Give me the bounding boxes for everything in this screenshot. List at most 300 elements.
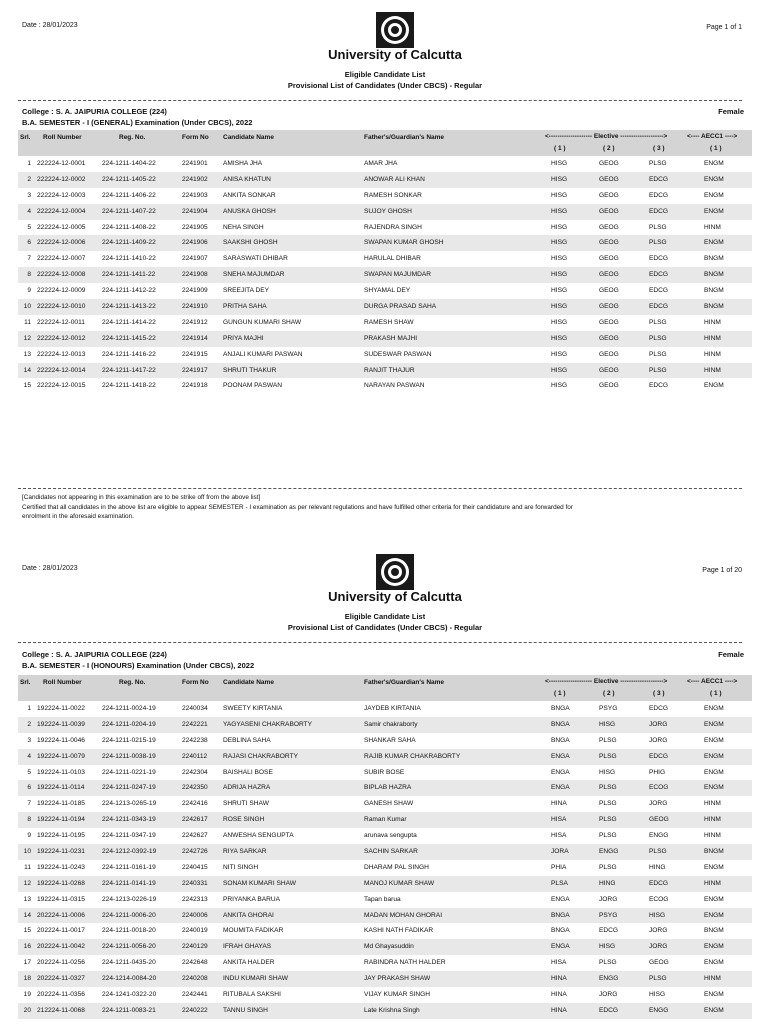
elective-2: GEOG bbox=[599, 255, 619, 263]
reg-number: 224-1211-1415-22 bbox=[102, 334, 156, 342]
aecc-1: ENGM bbox=[704, 991, 724, 999]
aecc-1: ENGM bbox=[704, 863, 724, 871]
candidate-name: ROSE SINGH bbox=[223, 816, 265, 824]
elective-2: GEOG bbox=[599, 382, 619, 390]
elective-2: GEOG bbox=[599, 191, 619, 199]
list-subtitle: Provisional List of Candidates (Under CBCS) - Regular bbox=[287, 623, 483, 632]
serial-no: 14 bbox=[23, 911, 31, 919]
note-line: [Candidates not appearing in this examination are to be strike off from the above list] bbox=[22, 494, 261, 501]
reg-number: 224-1211-0024-19 bbox=[102, 705, 156, 712]
elective-3: JORG bbox=[649, 943, 668, 951]
elective-1: HISG bbox=[551, 239, 568, 247]
aecc-1: ENGM bbox=[704, 959, 724, 967]
elective-3: EDCG bbox=[649, 191, 669, 199]
elective-1: HISG bbox=[551, 175, 568, 183]
serial-no: 8 bbox=[27, 816, 31, 824]
form-number: 2242441 bbox=[182, 991, 208, 999]
elective-3: JORG bbox=[649, 720, 668, 728]
elective-3: EDCG bbox=[649, 175, 669, 183]
table-row bbox=[18, 235, 752, 251]
form-number: 2241914 bbox=[182, 334, 208, 342]
serial-no: 15 bbox=[23, 382, 31, 390]
table-row bbox=[18, 828, 752, 844]
serial-no: 12 bbox=[23, 334, 31, 342]
elective-1: BNGA bbox=[551, 720, 570, 728]
header-srl: Srl. bbox=[20, 679, 31, 686]
elective-1: PLSA bbox=[551, 879, 568, 887]
elective-3: PLSG bbox=[649, 334, 667, 342]
serial-no: 6 bbox=[27, 784, 31, 792]
elective-1: HINA bbox=[551, 975, 567, 983]
elective-3: GEOG bbox=[649, 816, 669, 824]
reg-number: 224-1211-1412-22 bbox=[102, 287, 156, 295]
aecc-1: BNGM bbox=[704, 255, 724, 263]
guardian-name: MANOJ KUMAR SHAW bbox=[364, 879, 435, 887]
elective-3: EDCG bbox=[649, 303, 669, 311]
page-number: Page 1 of 20 bbox=[702, 567, 742, 574]
aecc-1: HINM bbox=[704, 334, 721, 342]
elective-2: PLSG bbox=[599, 816, 617, 824]
reg-number: 224-1211-1405-22 bbox=[102, 175, 156, 183]
aecc-1: ENGM bbox=[704, 191, 724, 199]
note-line: Certified that all candidates in the above list are eligible to appear SEMESTER - I examination as per relevant regulations and have fulfilled other criteria for their candidature and are forwarded for bbox=[22, 503, 573, 511]
header-form: Form No bbox=[182, 679, 209, 686]
elective-1: HISG bbox=[551, 160, 568, 167]
table-row bbox=[18, 363, 752, 379]
elective-2: EDCG bbox=[599, 927, 619, 935]
elective-2: GEOG bbox=[599, 303, 619, 311]
serial-no: 11 bbox=[24, 318, 31, 326]
serial-no: 7 bbox=[27, 800, 31, 808]
candidate-name: RAJASI CHAKRABORTY bbox=[223, 752, 298, 760]
serial-no: 5 bbox=[27, 768, 31, 776]
roll-number: 192224-11-0103 bbox=[37, 768, 85, 776]
aecc-1: BNGM bbox=[704, 303, 724, 311]
elective-1: HINA bbox=[551, 991, 567, 999]
guardian-name: arunava sengupta bbox=[364, 832, 417, 840]
elective-2: PSYG bbox=[599, 705, 618, 712]
roll-number: 192224-11-0268 bbox=[37, 879, 85, 887]
guardian-name: SWAPAN KUMAR GHOSH bbox=[364, 239, 444, 247]
elective-1: PHIA bbox=[551, 863, 567, 871]
candidate-name: AMISHA JHA bbox=[223, 160, 263, 167]
elective-1: HISG bbox=[551, 382, 568, 390]
elective-3: EDCG bbox=[649, 255, 669, 263]
table-row bbox=[18, 860, 752, 876]
elective-2: GEOG bbox=[599, 223, 619, 231]
roll-number: 222224-12-0005 bbox=[37, 223, 86, 231]
reg-number: 224-1211-0006-20 bbox=[102, 911, 156, 919]
note-line: enrolment in the aforesaid examination. bbox=[22, 513, 134, 520]
candidate-name: SWEETY KIRTANIA bbox=[223, 705, 283, 712]
form-number: 2240034 bbox=[182, 705, 208, 712]
elective-2: PLSG bbox=[599, 832, 617, 840]
serial-no: 5 bbox=[27, 223, 31, 231]
roll-number: 192224-11-0194 bbox=[37, 816, 85, 824]
guardian-name: SHYAMAL DEY bbox=[364, 287, 411, 295]
candidate-name: SHRUTI THAKUR bbox=[223, 366, 277, 374]
guardian-name: RAJENDRA SINGH bbox=[364, 223, 422, 231]
university-title: University of Calcutta bbox=[328, 47, 462, 62]
elective-1: HISG bbox=[551, 191, 568, 199]
form-number: 2241918 bbox=[182, 382, 208, 390]
header-father: Father's/Guardian's Name bbox=[364, 679, 445, 686]
form-number: 2241909 bbox=[182, 287, 208, 295]
guardian-name: AMAR JHA bbox=[364, 160, 398, 167]
table-row bbox=[18, 733, 752, 749]
reg-number: 224-1211-1410-22 bbox=[102, 255, 156, 263]
table-row bbox=[18, 908, 752, 924]
header-e2: ( 2 ) bbox=[603, 145, 615, 152]
candidate-name: GUNGUN KUMARI SHAW bbox=[223, 318, 302, 326]
reg-number: 224-1213-0265-19 bbox=[102, 800, 157, 808]
elective-3: PLSG bbox=[649, 160, 667, 167]
candidate-name: ANKITA SONKAR bbox=[223, 191, 276, 199]
university-emblem-icon bbox=[376, 12, 414, 48]
guardian-name: Md Ghayasuddin bbox=[364, 943, 414, 951]
elective-2: PLSG bbox=[599, 800, 617, 808]
reg-number: 224-1211-1411-22 bbox=[102, 271, 156, 279]
elective-3: JORG bbox=[649, 800, 668, 808]
table-row bbox=[18, 717, 752, 733]
guardian-name: BIPLAB HAZRA bbox=[364, 784, 412, 792]
reg-number: 224-1211-0215-19 bbox=[102, 736, 156, 744]
elective-3: PHIG bbox=[649, 768, 666, 776]
candidate-name: RITUBALA SAKSHI bbox=[223, 991, 281, 999]
result-page-2 bbox=[0, 545, 768, 1024]
elective-1: HISG bbox=[551, 207, 568, 215]
serial-no: 11 bbox=[24, 863, 31, 871]
candidate-name: SARASWATI DHIBAR bbox=[223, 255, 288, 263]
elective-1: HISG bbox=[551, 318, 568, 326]
serial-no: 3 bbox=[27, 736, 31, 744]
elective-3: EDCG bbox=[649, 382, 669, 390]
table-row bbox=[18, 378, 752, 394]
elective-3: GEOG bbox=[649, 959, 669, 967]
aecc-1: ENGM bbox=[704, 382, 724, 390]
table-row bbox=[18, 251, 752, 267]
roll-number: 192224-11-0046 bbox=[37, 736, 85, 744]
table-row bbox=[18, 749, 752, 765]
header-e2: ( 2 ) bbox=[603, 690, 615, 697]
candidate-name: SONAM KUMARI SHAW bbox=[223, 879, 297, 887]
roll-number: 222224-12-0008 bbox=[37, 271, 86, 279]
college-name: College : S. A. JAIPURIA COLLEGE (224) bbox=[22, 650, 167, 659]
roll-number: 192224-11-0039 bbox=[37, 720, 85, 728]
aecc-1: HINM bbox=[704, 350, 721, 358]
elective-2: ENGG bbox=[599, 975, 619, 983]
header-reg: Reg. No. bbox=[119, 679, 146, 686]
elective-1: HISG bbox=[551, 287, 568, 295]
aecc-1: ENGM bbox=[704, 207, 724, 215]
candidate-name: ANWESHA SENGUPTA bbox=[223, 832, 294, 840]
elective-3: HISG bbox=[649, 991, 666, 999]
form-number: 2242304 bbox=[182, 768, 208, 776]
candidate-name: ANJALI KUMARI PASWAN bbox=[223, 350, 303, 358]
guardian-name: Samir chakraborty bbox=[364, 720, 418, 728]
candidate-name: SHRUTI SHAW bbox=[223, 800, 269, 808]
candidate-name: PRIYA MAJHI bbox=[223, 334, 264, 342]
header-father: Father's/Guardian's Name bbox=[364, 134, 445, 141]
table-row bbox=[18, 204, 752, 220]
serial-no: 10 bbox=[23, 303, 31, 311]
reg-number: 224-1211-0018-20 bbox=[102, 927, 156, 935]
elective-1: ENGA bbox=[551, 895, 570, 903]
form-number: 2240415 bbox=[182, 863, 208, 871]
reg-number: 224-1211-0141-19 bbox=[102, 879, 156, 887]
form-number: 2242627 bbox=[182, 832, 208, 840]
candidate-name: ANISA KHATUN bbox=[223, 175, 271, 183]
table-row bbox=[18, 844, 752, 860]
elective-1: HISA bbox=[551, 959, 567, 967]
aecc-1: ENGM bbox=[704, 943, 724, 951]
table-row bbox=[18, 971, 752, 987]
elective-2: PLSG bbox=[599, 736, 617, 744]
aecc-1: HINM bbox=[704, 832, 721, 840]
candidate-name: ANKITA GHORAI bbox=[223, 911, 274, 919]
elective-3: HISG bbox=[649, 911, 666, 919]
candidate-name: SAAKSHI GHOSH bbox=[223, 239, 278, 247]
table-row bbox=[18, 796, 752, 812]
candidate-name: TANNU SINGH bbox=[223, 1006, 268, 1014]
aecc-1: ENGM bbox=[704, 239, 724, 247]
header-elective: <-------------------- Elective --------------------> bbox=[545, 678, 668, 685]
guardian-name: SWAPAN MAJUMDAR bbox=[364, 271, 432, 279]
roll-number: 222224-12-0006 bbox=[37, 239, 86, 247]
elective-3: PLSG bbox=[649, 975, 667, 983]
elective-3: EDCG bbox=[649, 879, 669, 887]
guardian-name: RAMESH SONKAR bbox=[364, 191, 422, 199]
form-number: 2241917 bbox=[182, 366, 208, 374]
serial-no: 1 bbox=[27, 160, 31, 167]
elective-2: GEOG bbox=[599, 334, 619, 342]
elective-2: PLSG bbox=[599, 863, 617, 871]
header-name: Candidate Name bbox=[223, 679, 274, 686]
table-row bbox=[18, 267, 752, 283]
elective-2: PLSG bbox=[599, 784, 617, 792]
form-number: 2240331 bbox=[182, 879, 208, 887]
elective-3: ECOG bbox=[649, 895, 669, 903]
serial-no: 19 bbox=[23, 991, 31, 999]
serial-no: 7 bbox=[27, 255, 31, 263]
serial-no: 8 bbox=[27, 271, 31, 279]
guardian-name: DURGA PRASAD SAHA bbox=[364, 303, 437, 311]
elective-1: ENGA bbox=[551, 943, 570, 951]
form-number: 2241907 bbox=[182, 255, 208, 263]
aecc-1: ENGM bbox=[704, 895, 724, 903]
elective-2: PSYG bbox=[599, 911, 618, 919]
elective-2: PLSG bbox=[599, 959, 617, 967]
table-row bbox=[18, 315, 752, 331]
elective-1: ENGA bbox=[551, 784, 570, 792]
guardian-name: ANOWAR ALI KHAN bbox=[364, 175, 425, 183]
elective-1: HINA bbox=[551, 800, 567, 808]
page-number: Page 1 of 1 bbox=[706, 24, 742, 31]
elective-1: JORA bbox=[551, 848, 569, 856]
elective-2: GEOG bbox=[599, 366, 619, 374]
elective-2: JORG bbox=[599, 895, 618, 903]
serial-no: 17 bbox=[23, 959, 31, 967]
guardian-name: DHARAM PAL SINGH bbox=[364, 863, 429, 871]
table-row bbox=[18, 283, 752, 299]
reg-number: 224-1211-0204-19 bbox=[102, 720, 156, 728]
guardian-name: RABINDRA NATH HALDER bbox=[364, 959, 446, 967]
table-header bbox=[18, 675, 752, 701]
elective-3: PLSG bbox=[649, 848, 667, 856]
aecc-1: BNGM bbox=[704, 848, 724, 856]
form-number: 2241908 bbox=[182, 271, 208, 279]
reg-number: 224-1212-0392-19 bbox=[102, 848, 157, 856]
roll-number: 202224-11-0042 bbox=[37, 943, 85, 951]
form-number: 2242221 bbox=[182, 720, 208, 728]
elective-2: GEOG bbox=[599, 318, 619, 326]
candidate-name: NEHA SINGH bbox=[223, 223, 264, 231]
serial-no: 1 bbox=[27, 705, 31, 712]
roll-number: 202224-11-0356 bbox=[37, 991, 85, 999]
guardian-name: VIJAY KUMAR SINGH bbox=[364, 991, 431, 999]
serial-no: 2 bbox=[27, 175, 31, 183]
elective-1: ENGA bbox=[551, 768, 570, 776]
roll-number: 202224-11-0256 bbox=[37, 959, 85, 967]
guardian-name: SHANKAR SAHA bbox=[364, 736, 416, 744]
aecc-1: ENGM bbox=[704, 720, 724, 728]
candidate-name: INDU KUMARI SHAW bbox=[223, 975, 288, 983]
reg-number: 224-1211-0038-19 bbox=[102, 752, 156, 760]
elective-3: PLSG bbox=[649, 223, 667, 231]
table-row bbox=[18, 765, 752, 781]
roll-number: 192224-11-0022 bbox=[37, 705, 85, 712]
candidate-table bbox=[18, 701, 752, 1019]
elective-1: HINA bbox=[551, 1006, 567, 1014]
aecc-1: HINM bbox=[704, 975, 721, 983]
reg-number: 224-1211-1406-22 bbox=[102, 191, 156, 199]
aecc-1: BNGM bbox=[704, 927, 724, 935]
reg-number: 224-1211-1418-22 bbox=[102, 382, 156, 390]
header-form: Form No bbox=[182, 134, 209, 141]
aecc-1: ENGM bbox=[704, 752, 724, 760]
aecc-1: HINM bbox=[704, 816, 721, 824]
aecc-1: BNGM bbox=[704, 271, 724, 279]
elective-1: HISG bbox=[551, 303, 568, 311]
table-row bbox=[18, 172, 752, 188]
guardian-name: JAY PRAKASH SHAW bbox=[364, 975, 431, 983]
elective-1: BNGA bbox=[551, 705, 570, 712]
reg-number: 224-1211-1414-22 bbox=[102, 318, 156, 326]
reg-number: 224-1211-0083-21 bbox=[102, 1006, 156, 1014]
candidate-name: SREEJITA DEY bbox=[223, 287, 270, 295]
guardian-name: NARAYAN PASWAN bbox=[364, 382, 425, 390]
reg-number: 224-1211-0435-20 bbox=[102, 959, 156, 967]
serial-no: 9 bbox=[27, 832, 31, 840]
guardian-name: RAJIB KUMAR CHAKRABORTY bbox=[364, 752, 461, 760]
candidate-name: PRIYANKA BARUA bbox=[223, 895, 281, 903]
candidate-name: POONAM PASWAN bbox=[223, 382, 282, 390]
serial-no: 13 bbox=[23, 350, 31, 358]
roll-number: 202224-11-0006 bbox=[37, 911, 85, 919]
table-row bbox=[18, 220, 752, 236]
table-row bbox=[18, 892, 752, 908]
header-e1: ( 1 ) bbox=[554, 690, 566, 697]
serial-no: 4 bbox=[27, 752, 31, 760]
candidate-name: ANKITA HALDER bbox=[223, 959, 275, 967]
candidate-name: RIYA SARKAR bbox=[223, 848, 267, 856]
reg-number: 224-1211-1404-22 bbox=[102, 160, 156, 167]
guardian-name: PRAKASH MAJHI bbox=[364, 334, 418, 342]
candidate-name: PRITHA SAHA bbox=[223, 303, 267, 311]
elective-2: PLSG bbox=[599, 752, 617, 760]
form-number: 2241905 bbox=[182, 223, 208, 231]
header-e3: ( 3 ) bbox=[653, 145, 665, 152]
elective-2: GEOG bbox=[599, 239, 619, 247]
list-title: Eligible Candidate List bbox=[344, 70, 426, 79]
form-number: 2241901 bbox=[182, 160, 208, 167]
reg-number: 224-1211-1409-22 bbox=[102, 239, 156, 247]
elective-1: HISG bbox=[551, 334, 568, 342]
reg-number: 224-1211-1408-22 bbox=[102, 223, 156, 231]
elective-2: GEOG bbox=[599, 207, 619, 215]
form-number: 2241915 bbox=[182, 350, 208, 358]
elective-1: BNGA bbox=[551, 911, 570, 919]
header-e3: ( 3 ) bbox=[653, 690, 665, 697]
elective-1: BNGA bbox=[551, 927, 570, 935]
elective-2: GEOG bbox=[599, 160, 619, 167]
college-name: College : S. A. JAIPURIA COLLEGE (224) bbox=[22, 107, 167, 116]
roll-number: 222224-12-0001 bbox=[37, 160, 86, 167]
form-number: 2241904 bbox=[182, 207, 208, 215]
guardian-name: SUBIR BOSE bbox=[364, 768, 405, 776]
reg-number: 224-1211-0161-19 bbox=[102, 863, 156, 871]
aecc-1: HINM bbox=[704, 366, 721, 374]
roll-number: 192224-11-0315 bbox=[37, 895, 85, 903]
guardian-name: Raman Kumar bbox=[364, 816, 407, 824]
separator bbox=[18, 642, 742, 643]
elective-3: EDCG bbox=[649, 287, 669, 295]
elective-2: GEOG bbox=[599, 271, 619, 279]
header-aecc: <---- AECC1 ----> bbox=[687, 678, 738, 685]
roll-number: 192224-11-0114 bbox=[37, 784, 85, 792]
print-date: Date : 28/01/2023 bbox=[22, 565, 78, 572]
list-subtitle: Provisional List of Candidates (Under CBCS) - Regular bbox=[287, 81, 483, 90]
aecc-1: ENGM bbox=[704, 784, 724, 792]
aecc-1: HINM bbox=[704, 800, 721, 808]
table-row bbox=[18, 188, 752, 204]
form-number: 2242416 bbox=[182, 800, 208, 808]
reg-number: 224-1211-0221-19 bbox=[102, 768, 156, 776]
university-title: University of Calcutta bbox=[328, 589, 462, 604]
reg-number: 224-1211-1413-22 bbox=[102, 303, 156, 311]
aecc-1: ENGM bbox=[704, 160, 724, 167]
roll-number: 222224-12-0003 bbox=[37, 191, 86, 199]
exam-name: B.A. SEMESTER - I (HONOURS) Examination (Under CBCS), 2022 bbox=[22, 661, 255, 670]
table-row bbox=[18, 347, 752, 363]
serial-no: 20 bbox=[23, 1006, 31, 1014]
roll-number: 222224-12-0013 bbox=[37, 350, 86, 358]
table-header bbox=[18, 130, 752, 156]
reg-number: 224-1211-0343-19 bbox=[102, 816, 156, 824]
serial-no: 2 bbox=[27, 720, 31, 728]
roll-number: 222224-12-0014 bbox=[37, 366, 86, 374]
print-date: Date : 28/01/2023 bbox=[22, 22, 78, 29]
elective-2: GEOG bbox=[599, 175, 619, 183]
serial-no: 3 bbox=[27, 191, 31, 199]
form-number: 2242313 bbox=[182, 895, 208, 903]
guardian-name: SUDESWAR PASWAN bbox=[364, 350, 432, 358]
reg-number: 224-1211-0056-20 bbox=[102, 943, 156, 951]
elective-1: HISG bbox=[551, 271, 568, 279]
header-reg: Reg. No. bbox=[119, 134, 146, 141]
aecc-1: HINM bbox=[704, 318, 721, 326]
aecc-1: ENGM bbox=[704, 736, 724, 744]
